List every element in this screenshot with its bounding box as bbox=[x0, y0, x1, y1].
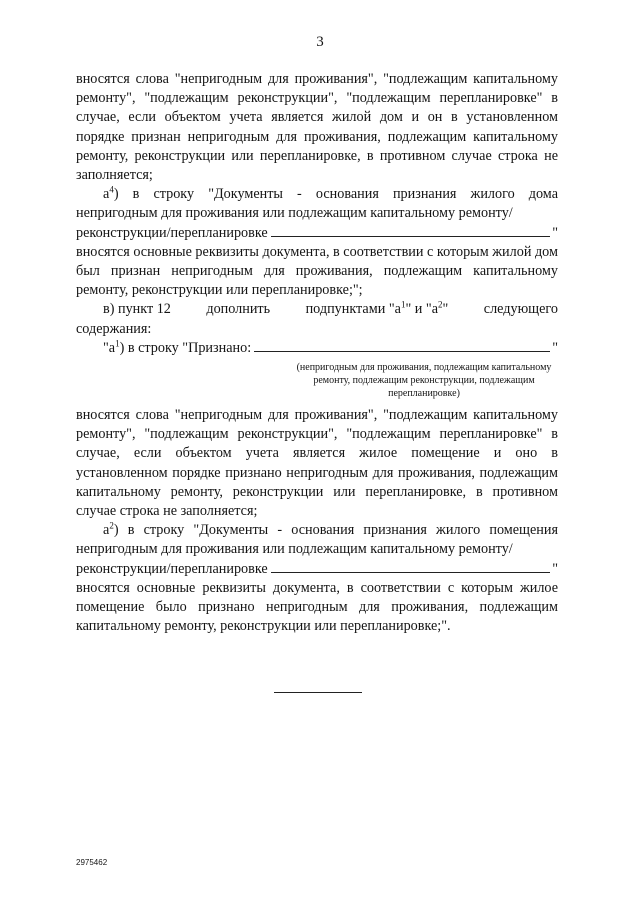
subpoint-superscript: 4 bbox=[109, 184, 114, 195]
subpoint-text: ) в строку "Документы - основания признания жилого дома непригодным для проживания или подлежащим капитальному ремонту/ bbox=[76, 186, 558, 222]
subpoint-a1-label: "$а^1$) в строку "Признано: bbox=[103, 338, 252, 356]
subpoint-text: ) в строку "Документы - основания признания жилого помещения непригодным для проживания или подлежащим капитальному ремонту/ bbox=[76, 522, 558, 558]
fill-line-documents-house bbox=[76, 224, 558, 243]
paragraph-subpoint-a3-description: вносятся слова "непригодным для проживания", "подлежащим капитальному ремонту", "подлежащим реконструкции", "подлежащим перепланировке" в случае, если объектом учета является жилой дом и он в установленном порядке признан непригодным для проживания, подлежащим капитальному ремонту, реконструкции или перепланировке, в противном случае строка не заполняется; bbox=[76, 71, 558, 184]
closing-quote: " bbox=[552, 560, 558, 577]
subpoints-ref: подпунктами "$а^1$" и "$а^2$" bbox=[305, 299, 449, 318]
fill-line-documents-premises bbox=[76, 560, 558, 579]
paragraph-subpoint-a2 bbox=[76, 521, 558, 559]
subpoint-marker: а bbox=[103, 186, 110, 203]
paragraph-point-v-line bbox=[76, 300, 558, 319]
paragraph-subpoint-a4-description: вносятся основные реквизиты документа, в соответствии с которым жилой дом был признан непригодным для проживания, подлежащим капитальному ремонту, реконструкции или перепланировке;"; bbox=[76, 243, 558, 299]
fill-line-label: реконструкции/перепланировке bbox=[76, 560, 268, 577]
fill-line-label: реконструкции/перепланировке bbox=[76, 224, 268, 241]
field-hint-note: (непригодным для проживания, подлежащим капитальному ремонту, подлежащим реконструкции, подлежащим перепланировке) bbox=[296, 362, 552, 400]
document-code: 2975462 bbox=[76, 858, 108, 867]
subpoint-marker: а bbox=[103, 522, 110, 539]
closing-quote: " bbox=[552, 339, 558, 356]
word-following: следующего bbox=[483, 301, 558, 318]
paragraph-subpoint-a4 bbox=[76, 185, 558, 223]
paragraph-subpoint-a1-description: вносятся слова "непригодным для проживания", "подлежащим капитальному ремонту", "подлежащим реконструкции", "подлежащим перепланировке" в случае, если объектом учета является жилое помещение и оно в установленном порядке признано непригодным для проживания, подлежащим капитальному ремонту, реконструкции или перепланировке, в противном случае строка не заполняется; bbox=[76, 407, 558, 520]
blank-underline bbox=[271, 572, 551, 573]
paragraph-subpoint-a2-description: вносятся основные реквизиты документа, в соответствии с которым жилое помещение было признано непригодным для проживания, подлежащим капитальному ремонту, реконструкции или перепланировке;". bbox=[76, 579, 558, 635]
subpoint-superscript: 2 bbox=[109, 520, 114, 531]
fill-line-recognized bbox=[76, 339, 558, 358]
page-number: 3 bbox=[316, 34, 324, 50]
blank-underline bbox=[254, 351, 550, 352]
document-body bbox=[76, 70, 558, 636]
word-supplement: дополнить bbox=[206, 301, 271, 318]
end-divider bbox=[274, 692, 362, 693]
closing-quote: " bbox=[552, 224, 558, 241]
point-v-label: в) пункт 12 bbox=[103, 301, 171, 318]
paragraph-point-v-content: содержания: bbox=[76, 320, 152, 337]
blank-underline bbox=[271, 236, 551, 237]
